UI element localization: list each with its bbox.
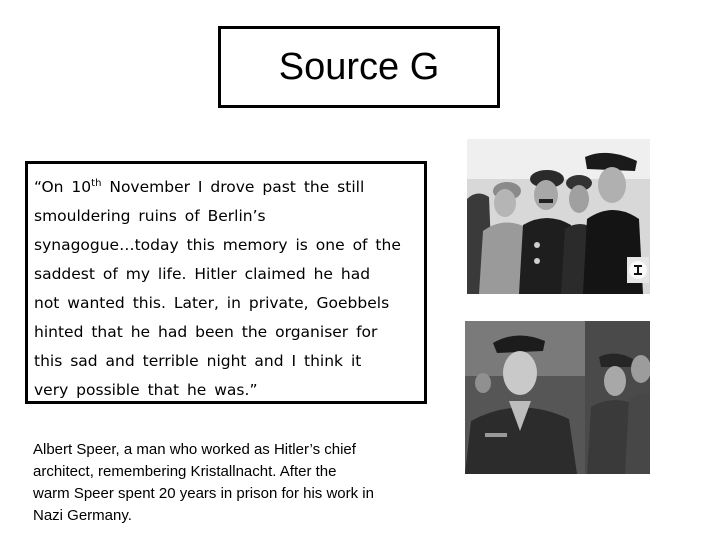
quote-line: “On 10th November I drove past the still [34,178,365,196]
title-box [218,26,500,108]
quote-line: not wanted this. Later, in private, Goebbels [34,294,390,312]
caption-line: Nazi Germany. [33,507,132,524]
quote-line: synagogue…today this memory is one of the [34,236,401,254]
caption-line: Albert Speer, a man who worked as Hitler’s chief [33,441,356,458]
caption-line: warm Speer spent 20 years in prison for his work in [33,485,374,502]
quote-line: smouldering ruins of Berlin’s [34,207,266,225]
quote-line: this sad and terrible night and I think it [34,352,362,370]
caption-line: architect, remembering Kristallnacht. After the [33,463,337,480]
quote-line: hinted that he had been the organiser for [34,323,378,341]
quote-line: very possible that he was.” [34,381,258,399]
historical-photo-group [467,139,650,294]
historical-photo-officers [465,321,650,474]
slide-title: Source G [278,45,440,88]
source-caption [33,439,423,527]
quote-box [25,161,427,404]
quote-line: saddest of my life. Hitler claimed he had [34,265,371,283]
